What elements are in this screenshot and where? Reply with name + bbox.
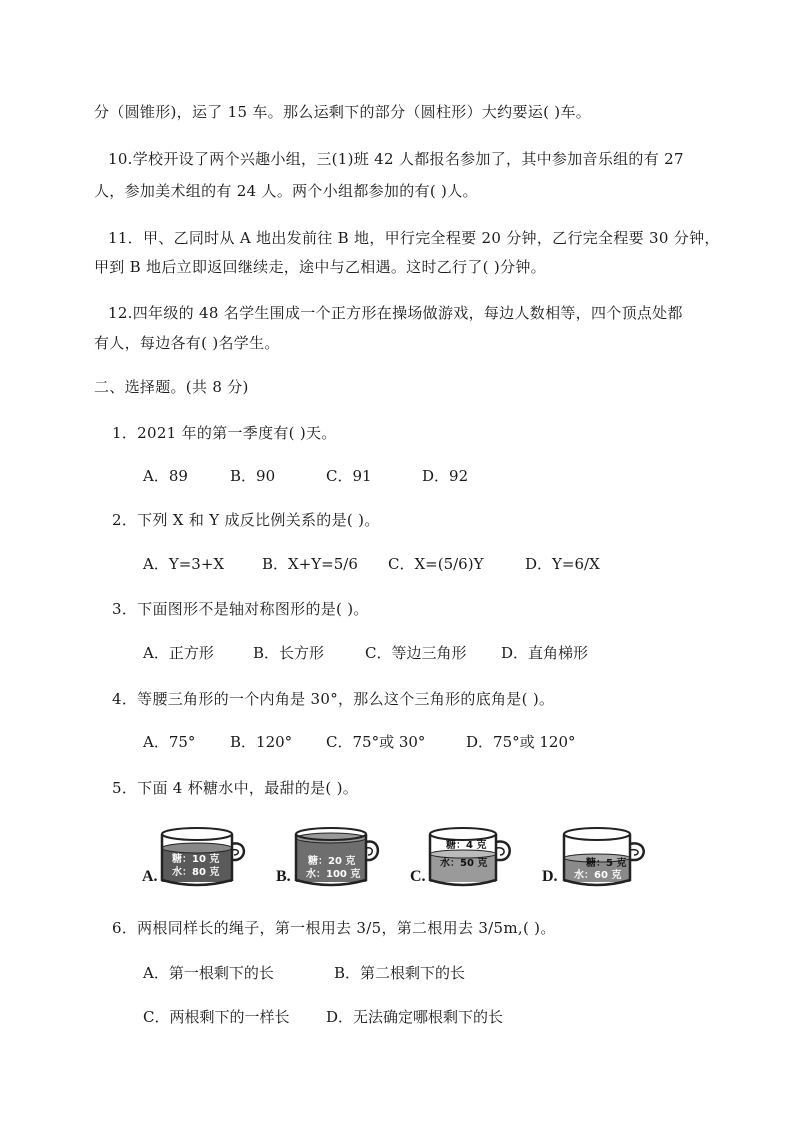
choice-q1-stem: 1．2021 年的第一季度有( )天。 [112,424,337,442]
cup-d-water: 水：60 克 [574,870,622,881]
cup-a-label: A. [142,868,158,885]
cup-c-sugar: 糖：4 克 [446,840,487,851]
choice-q6-stem: 6．两根同样长的绳子，第一根用去 3/5，第二根用去 3/5m,( )。 [112,919,556,937]
option-b: B．X+Y=5/6 [262,555,358,573]
choice-q2-stem: 2．下列 X 和 Y 成反比例关系的是( )。 [112,511,380,529]
cup-a-illustration [158,824,248,888]
cup-b-label: B. [276,868,291,885]
q10-line2: 人，参加美术组的有 24 人。两个小组都参加的有( )人。 [94,182,478,200]
q11-line1: 11．甲、乙同时从 A 地出发前往 B 地，甲行完全程要 20 分钟，乙行完全程要 30 分钟， [108,229,720,247]
cup-c-illustration [426,824,516,888]
cup-c-label: C. [410,868,426,885]
option-c: C．X=(5/6)Y [388,555,484,573]
q12-line2: 有人，每边各有( )名学生。 [94,334,280,352]
cup-b-sugar: 糖：20 克 [308,856,356,867]
choice-q3-stem: 3．下面图形不是轴对称图形的是( )。 [112,600,369,618]
choice-q5-stem: 5．下面 4 杯糖水中，最甜的是( )。 [112,779,359,797]
option-c: C．75°或 30° [326,733,426,751]
cup-b-illustration [292,824,382,888]
q12-line1: 12.四年级的 48 名学生围成一个正方形在操场做游戏，每边人数相等，四个顶点处都 [108,304,683,322]
cup-d-illustration [560,824,650,888]
option-d: D．直角梯形 [501,644,589,662]
q11-line2: 甲到 B 地后立即返回继续走，途中与乙相遇。这时乙行了( )分钟。 [94,258,546,276]
cup-d-sugar: 糖：5 克 [586,858,627,869]
option-c: C．等边三角形 [365,644,467,662]
option-d: D．Y=6/X [525,555,600,573]
option-b: B．长方形 [253,644,325,662]
option-b: B．120° [230,733,293,751]
option-a: A．89 [143,467,188,485]
section2-title: 二、选择题。(共 8 分) [94,378,249,396]
choice-q4-stem: 4．等腰三角形的一个内角是 30°，那么这个三角形的底角是( )。 [112,690,555,708]
option-b: B．90 [230,467,276,485]
cup-a-sugar: 糖：10 克 [172,854,220,865]
option-c: C．91 [326,467,372,485]
cup-d-label: D. [542,868,558,885]
option-d: D．无法确定哪根剩下的长 [326,1008,504,1026]
option-b: B．第二根剩下的长 [334,964,466,982]
option-d: D．75°或 120° [466,733,576,751]
q10-line1: 10.学校开设了两个兴趣小组，三(1)班 42 人都报名参加了，其中参加音乐组的有 27 [108,150,684,168]
option-c: C．两根剩下的一样长 [143,1008,290,1026]
option-a: A．Y=3+X [143,555,225,573]
option-a: A．75° [143,733,196,751]
option-d: D．92 [422,467,469,485]
sugar-water-cups [0,820,794,892]
q9-continuation: 分（圆锥形)，运了 15 车。那么运剩下的部分（圆柱形）大约要运( )车。 [94,103,592,121]
cup-b-water: 水：100 克 [306,869,361,880]
cup-c-water: 水：50 克 [440,858,488,869]
option-a: A．正方形 [143,644,214,662]
cup-a-water: 水：80 克 [172,867,220,878]
option-a: A．第一根剩下的长 [143,964,274,982]
